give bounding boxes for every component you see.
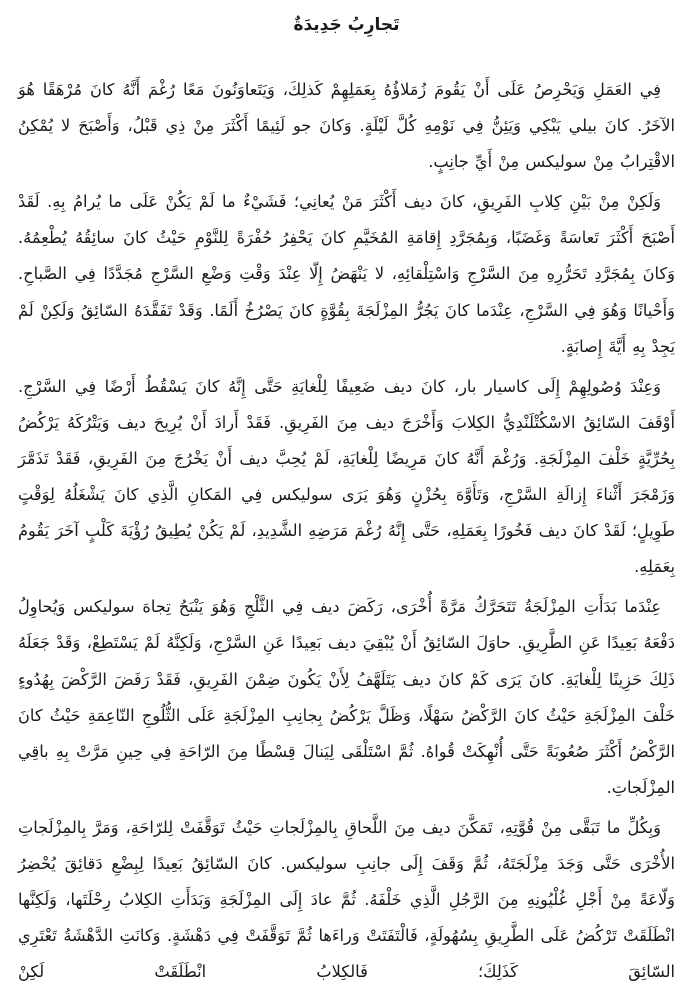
body-text	[18, 72, 675, 990]
book-page	[18, 8, 675, 992]
paragraph-3: وَعِنْدَ وُصُولِهِمْ إِلَى كاسيار بار، كانَ ديف ضَعِيفًا لِلْغايَةِ حَتَّى إِنَّهُ كانَ يَسْقُطُ أَرْضًا فِي السَّرْجِ. أَوْقَفَ السّائِقُ الاسْكُتْلَنْدِيُّ الكِلابَ وَأَخْرَجَ ديف مِنَ الفَرِيقِ. فَقَدْ أَرادَ أَنْ يُرِيحَ ديف وَيَتْرُكَهُ يَرْكُضُ بِحُرِّيَّةٍ خَلْفَ المِزْلَجَةِ. وَرُغْمَ أَنَّهُ كانَ مَرِيضًا لِلْغايَةِ، لَمْ يُحِبَّ ديف أَنْ يَخْرُجَ مِنَ الفَرِيقِ، فَقَدْ تَذَمَّرَ وَزَمْجَرَ أَثْناءَ إِزالَةِ السَّرْجِ، وَتَأَوَّهَ بِحُزْنٍ وَهُوَ يَرَى سوليكس فِي المَكانِ الَّذِي كانَ يَشْغَلُهُ لِوَقْتٍ طَوِيلٍ؛ لَقَدْ كانَ ديف فَخُورًا بِعَمَلِهِ، حَتَّى إِنَّهُ رُغْمَ مَرَضِهِ الشَّدِيدِ، لَمْ يَكُنْ يُطِيقُ رُؤْيَةَ كَلْبٍ آخَرَ يَقُومُ بِعَمَلِهِ.	[18, 376, 675, 577]
paragraph-1: فِي العَمَلِ وَيَحْرِصُ عَلَى أَنْ يَقُومَ زُمَلاؤُهُ بِعَمَلِهِمْ كَذلِكَ، وَيَتَعاوَنُونَ مَعًا رُغْمَ أَنَّهُ كانَ مُرْهَقًا هُوَ الآخَرُ. كانَ بيلي يَبْكِي وَيَئِنُّ فِي نَوْمِهِ كُلَّ لَيْلَةٍ. وَكانَ جو لَئِيمًا أَكْثَرَ مِنْ ذِي قَبْلُ، وَأَصْبَحَ لا يُمْكِنُ الاقْتِرابُ مِنْ سوليكس مِنْ أَيِّ جانِبٍ.	[18, 80, 675, 172]
paragraph-5: وَبِكُلِّ ما تَبَقَّى مِنْ قُوَّتِهِ، تَمَكَّنَ ديف مِنَ اللَّحاقِ بِالمِزْلَجاتِ حَيْثُ تَوَقَّفَتْ لِلرّاحَةِ، وَمَرَّ بِالمِزْلَجاتِ الأُخْرَى حَتَّى وَجَدَ مِزْلَجَتَهُ، ثُمَّ وَقَفَ إِلَى جانِبِ سوليكس. كانَ السّائِقُ بَعِيدًا لِبِضْعِ دَقائِقَ يُحْضِرُ وَلّاعَةً مِنْ أَجْلِ غُلْيُونِهِ مِنَ الرَّجُلِ الَّذِي خَلْفَهُ. ثُمَّ عادَ إِلَى المِزْلَجَةِ وَبَدَأَتِ الكِلابُ رِحْلَتَها، وَلَكِنَّها انْطَلَقَتْ تَرْكُضُ عَلَى الطَّرِيقِ بِسُهُولَةٍ، فَالْتَفَتَتْ وَراءَها ثُمَّ تَوَقَّفَتْ فِي دَهْشَةٍ. وَكانَتِ الدَّهْشَةُ تَعْتَرِي السّائِقَ كَذَلِكَ؛ فَالكِلابُ انْطَلَقَتْ لَكِنْ	[18, 817, 675, 982]
paragraph-2: وَلَكِنْ مِنْ بَيْنِ كِلابِ الفَرِيقِ، كانَ ديف أَكْثَرَ مَنْ يُعانِي؛ فَشَيْءٌ ما لَمْ يَكُنْ عَلَى ما يُرامُ بِهِ. لَقَدْ أَصْبَحَ أَكْثَرَ تَعاسَةً وَغَضَبًا، وَبِمُجَرَّدِ إِقامَةِ المُخَيَّمِ كانَ يَحْفِرُ حُفْرَةً لِلنَّوْمِ حَيْثُ كانَ سائِقُهُ يُطْعِمُهُ. وَكانَ بِمُجَرَّدِ تَحَرُّرِهِ مِنَ السَّرْجِ وَاسْتِلْقائِهِ، لا يَنْهَضُ إِلّا عِنْدَ وَقْتِ وَضْعِ السَّرْجِ مُجَدَّدًا فِي الصَّباحِ. وَأَحْيانًا وَهُوَ فِي السَّرْجِ، عِنْدَما كانَ يَجُرُّ المِزْلَجَةَ بِقُوَّةٍ كانَ يَصْرُخُ أَلَمًا. وَقَدْ تَفَقَّدَهُ السّائِقُ وَلَكِنْ لَمْ يَجِدْ بِهِ أَيَّةَ إِصابَةٍ.	[18, 192, 675, 356]
page-title: تَجارِبُ جَدِيدَةٌ	[293, 15, 400, 35]
paragraph-4: عِنْدَما بَدَأَتِ المِزْلَجَةُ تَتَحَرَّكُ مَرَّةً أُخْرَى، رَكَضَ ديف فِي الثَّلْجِ وَهُوَ يَنْبَحُ تِجاهَ سوليكس وَيُحاوِلُ دَفْعَهُ بَعِيدًا عَنِ الطَّرِيقِ. حاوَلَ السّائِقُ أَنْ يُبْقِيَ ديف بَعِيدًا عَنِ السَّرْجِ، وَلَكِنَّهُ لَمْ يَسْتَطِعْ، وَقَدْ جَعَلَهُ ذَلِكَ حَزِينًا لِلْغايَةِ. كانَ يَرَى كَمْ كانَ ديف يَتَلَهَّفُ لِأَنْ يَكُونَ ضِمْنَ الفَرِيقِ، فَقَدْ رَفَضَ الرَّكْضَ بِهُدُوءٍ خَلْفَ المِزْلَجَةِ حَيْثُ كانَ الرَّكْضُ سَهْلًا، وَظَلَّ يَرْكُضُ بِجانِبِ المِزْلَجَةِ عَلَى الثُّلُوجِ النّاعِمَةِ حَيْثُ كانَ الرَّكْضُ أَكْثَرَ صُعُوبَةً حَتَّى أُنْهِكَتْ قُواهُ. ثُمَّ اسْتَلْقَى لِيَنالَ قِسْطًا مِنَ الرّاحَةِ فِي حِينِ مَرَّتْ بِهِ باقِي المِزْلَجاتِ.	[18, 597, 675, 797]
